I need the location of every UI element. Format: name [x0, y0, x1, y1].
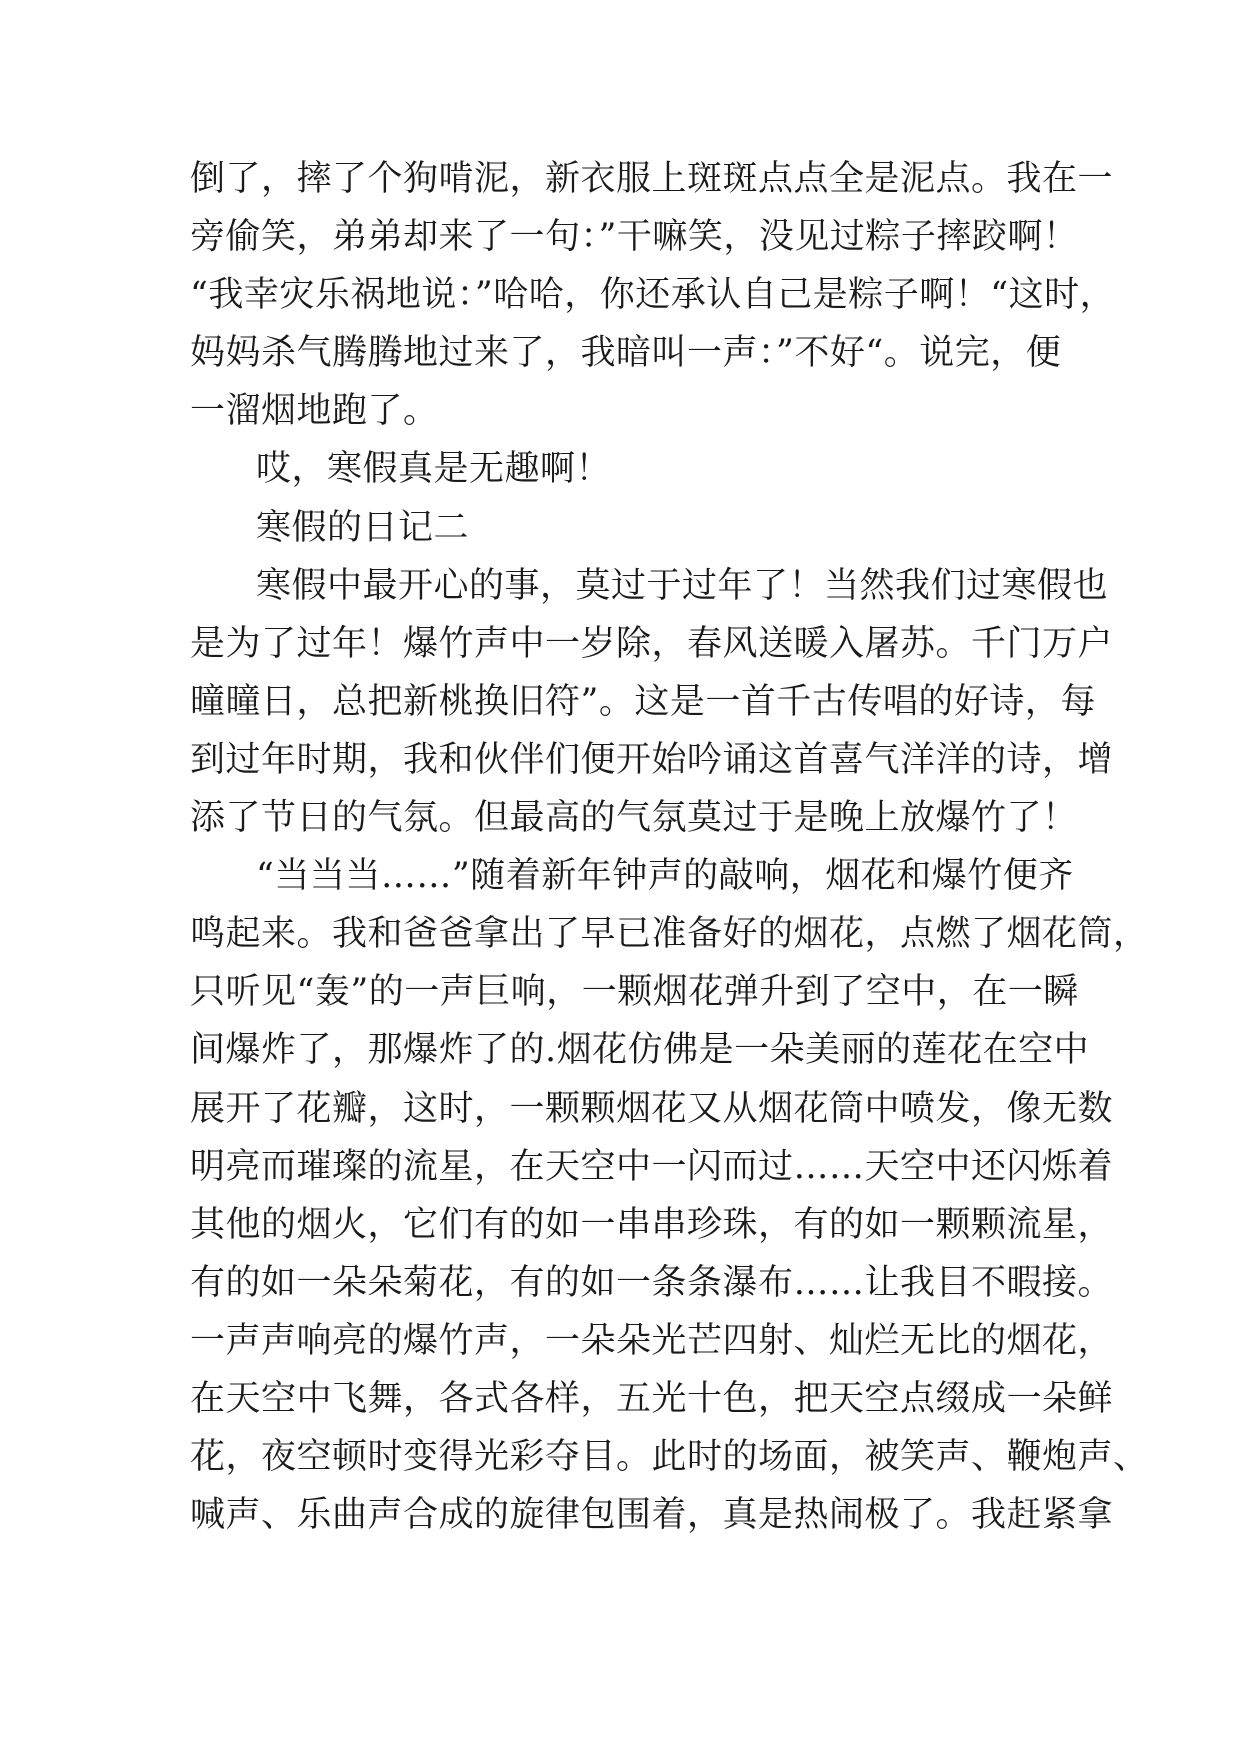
text-line: 其他的烟火，它们有的如一串串珍珠，有的如一颗颗流星， — [190, 1204, 1114, 1245]
text-line: 寒假中最开心的事，莫过于过年了！当然我们过寒假也 — [256, 565, 1109, 606]
text-line: 一声声响亮的爆竹声，一朵朵光芒四射、灿烂无比的烟花， — [190, 1320, 1114, 1361]
text-line: 是为了过年！爆竹声中一岁除，春风送暖入屠苏。千门万户 — [190, 623, 1114, 664]
text-line: 花，夜空顿时变得光彩夺目。此时的场面，被笑声、鞭炮声、 — [190, 1437, 1149, 1478]
text-line: 鸣起来。我和爸爸拿出了早已准备好的烟花，点燃了烟花筒， — [190, 914, 1149, 955]
text-line: “当当当……”随着新年钟声的敲响，烟花和爆竹便齐 — [256, 856, 1074, 897]
text-line: 寒假的日记二 — [256, 507, 470, 548]
text-line: 有的如一朵朵菊花，有的如一条条瀑布……让我目不暇接。 — [190, 1262, 1114, 1303]
text-line: 曈曈日，总把新桃换旧符”。这是一首千古传唱的好诗，每 — [190, 681, 1096, 722]
text-line: “我幸灾乐祸地说：”哈哈，你还承认自己是粽子啊！“这时， — [190, 275, 1116, 316]
text-line: 一溜烟地跑了。 — [190, 391, 439, 432]
text-line: 倒了，摔了个狗啃泥，新衣服上斑斑点点全是泥点。我在一 — [190, 159, 1114, 199]
text-line: 哎，寒假真是无趣啊！ — [256, 449, 612, 490]
text-line: 到过年时期，我和伙伴们便开始吟诵这首喜气洋洋的诗，增 — [190, 739, 1114, 780]
text-line: 在天空中飞舞，各式各样，五光十色，把天空点缀成一朵鲜 — [190, 1378, 1114, 1419]
document-body — [190, 150, 1149, 1544]
text-line: 只听见“轰”的一声巨响，一颗烟花弹升到了空中，在一瞬 — [190, 972, 1079, 1013]
text-line: 喊声、乐曲声合成的旋律包围着，真是热闹极了。我赶紧拿 — [190, 1495, 1114, 1536]
text-line: 添了节日的气氛。但最高的气氛莫过于是晚上放爆竹了！ — [190, 798, 1078, 839]
text-line: 展开了花瓣，这时，一颗颗烟花又从烟花筒中喷发，像无数 — [190, 1088, 1114, 1129]
text-line: 明亮而璀璨的流星，在天空中一闪而过……天空中还闪烁着 — [190, 1146, 1114, 1187]
text-line: 妈妈杀气腾腾地过来了，我暗叫一声：”不好“。说完，便 — [190, 333, 1062, 374]
text-line: 间爆炸了，那爆炸了的.烟花仿佛是一朵美丽的莲花在空中 — [190, 1030, 1090, 1071]
text-line: 旁偷笑，弟弟却来了一句：”干嘛笑，没见过粽子摔跤啊！ — [190, 217, 1079, 258]
